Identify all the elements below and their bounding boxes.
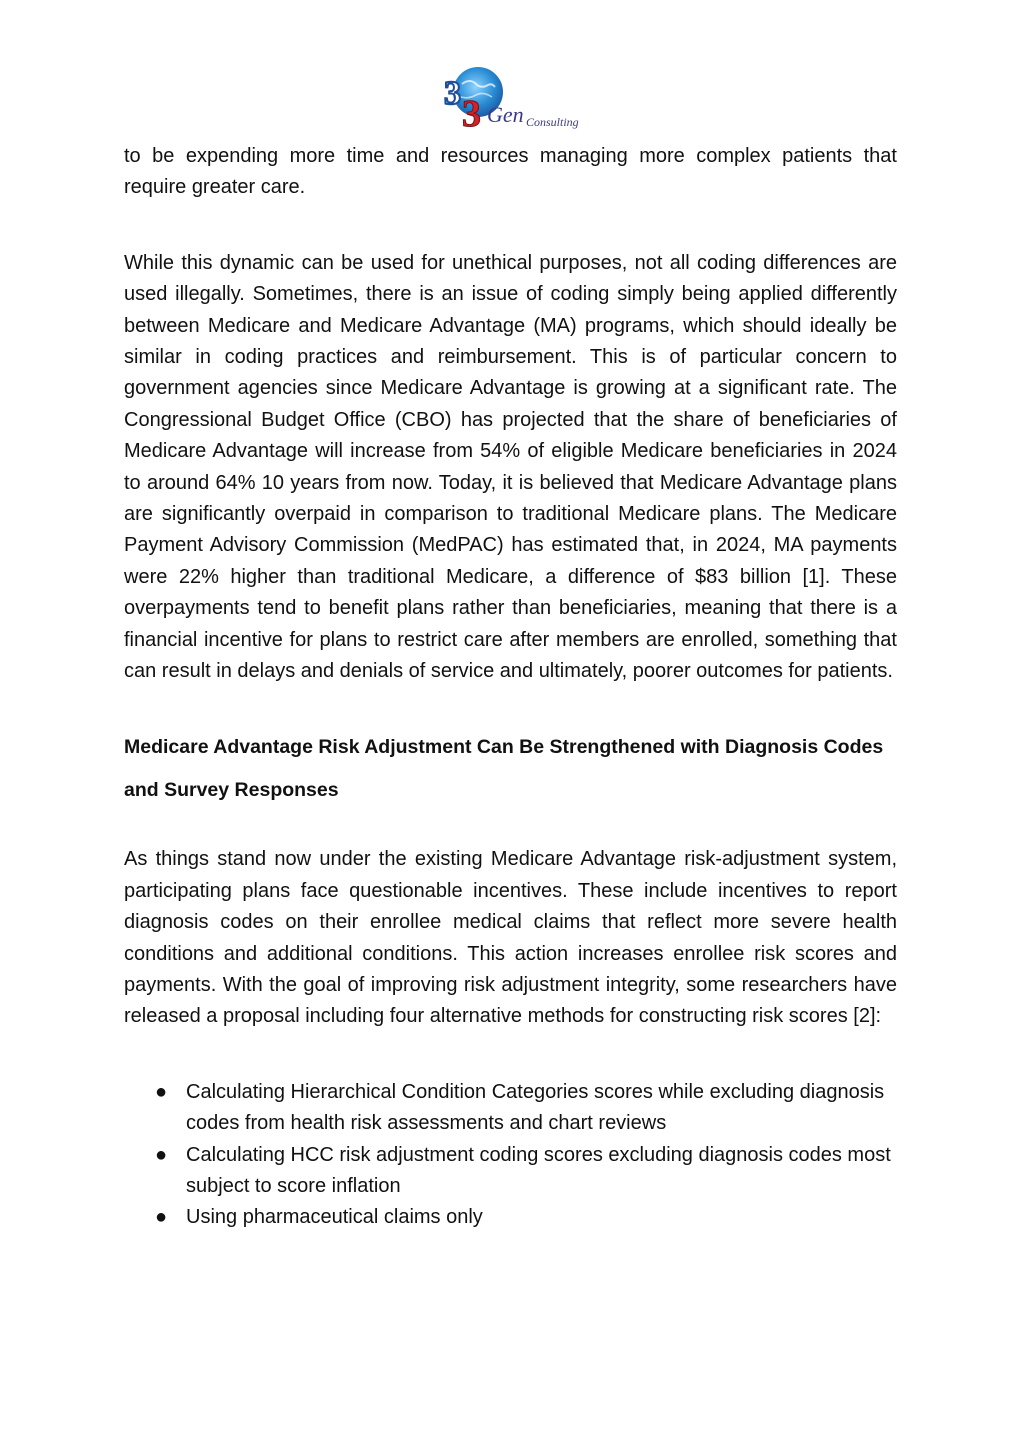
list-item	[124, 1202, 897, 1233]
logo-numeral-b: 3	[462, 93, 481, 135]
document-body	[124, 141, 897, 1234]
section-heading-line-2: and Survey Responses	[124, 778, 339, 801]
logo-word: Gen	[487, 102, 524, 127]
paragraph-risk-adjustment: As things stand now under the existing Medicare Advantage risk-adjustment system, participating plans face questionable incentives. These include incentives to report diagnosis codes on their enrollee medical claims that reflect more severe health conditions and additional conditions. This action increases enrollee risk scores and payments. With the goal of improving risk adjustment integrity, some researchers have released a proposal including four alternative methods for constructing risk scores [2]:	[124, 848, 897, 1028]
bullet-icon: ●	[155, 1143, 168, 1166]
list-item-text: Using pharmaceutical claims only	[186, 1206, 483, 1229]
list-item-text: Calculating Hierarchical Condition Categories scores while excluding diagnosis codes from health risk assessments and chart reviews	[186, 1080, 885, 1135]
logo-tagline: Consulting	[526, 115, 579, 129]
company-logo-graphic	[440, 64, 584, 136]
logo-numeral-a: 3	[444, 75, 461, 112]
list-item-text: Calculating HCC risk adjustment coding scores excluding diagnosis codes most subject to score inflation	[186, 1143, 891, 1197]
risk-score-methods-list	[124, 1077, 897, 1234]
paragraph-continuation: to be expending more time and resources managing more complex patients that require greater care.	[124, 145, 897, 199]
paragraph-medicare-advantage-growth: While this dynamic can be used for unethical purposes, not all coding differences are used illegally. Sometimes, there is an issue of coding simply being applied differently between Medicare and Medicare Advantage (MA) programs, which should ideally be similar in coding practices and reimbursement. This is of particular concern to government agencies since Medicare Advantage is growing at a significant rate. The Congressional Budget Office (CBO) has projected that the share of beneficiaries of Medicare Advantage will increase from 54% of eligible Medicare beneficiaries in 2024 to around 64% 10 years from now. Today, it is believed that Medicare Advantage plans are significantly overpaid in comparison to traditional Medicare plans. The Medicare Payment Advisory Commission (MedPAC) has estimated that, in 2024, MA payments were 22% higher than traditional Medicare, a difference of $83 billion [1]. These overpayments tend to benefit plans rather than beneficiaries, meaning that there is a financial incentive for plans to restrict care after members are enrolled, something that can result in delays and denials of service and ultimately, poorer outcomes for patients.	[124, 251, 897, 683]
bullet-icon: ●	[155, 1080, 168, 1103]
list-item	[124, 1077, 897, 1140]
company-logo	[440, 64, 584, 136]
bullet-icon: ●	[155, 1206, 168, 1229]
section-heading-line-1: Medicare Advantage Risk Adjustment Can Be Strengthened with Diagnosis Codes	[124, 735, 884, 758]
list-item	[124, 1140, 897, 1203]
